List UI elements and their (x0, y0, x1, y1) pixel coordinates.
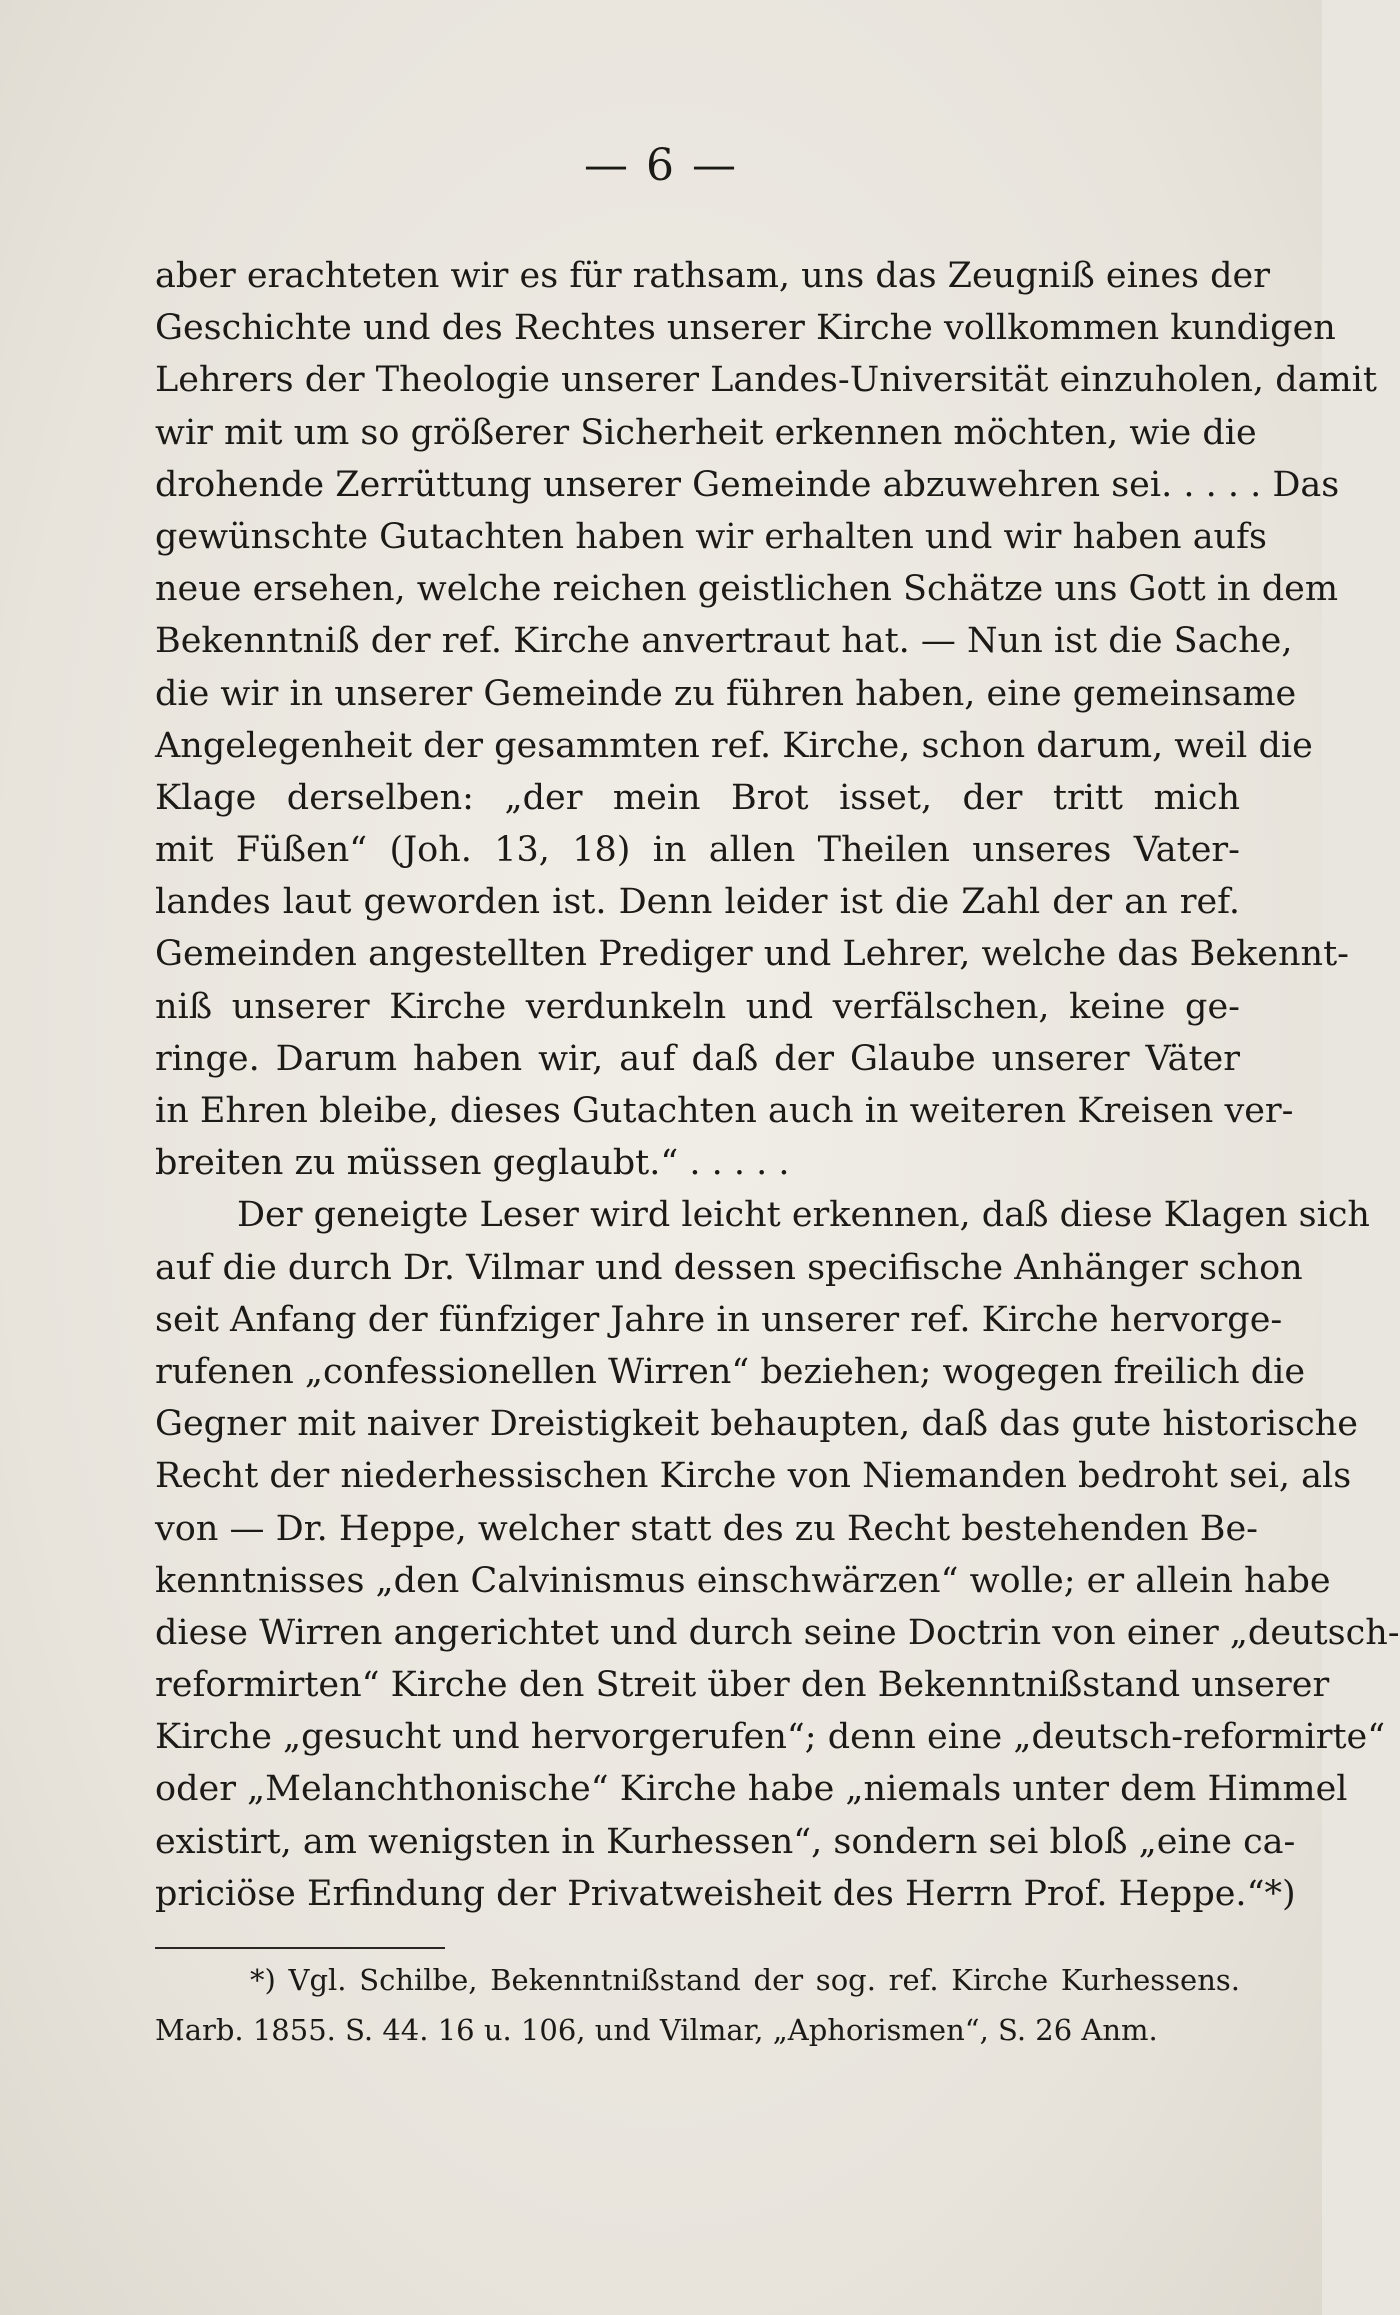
text-line: breiten zu müssen geglaubt.“ . . . . . (155, 1143, 790, 1184)
text-line: Lehrers der Theologie unserer Landes-Universität einzuholen, damit (155, 360, 1377, 401)
text-line: reformirten“ Kirche den Streit über den Bekenntnißstand unserer (155, 1665, 1330, 1706)
text-line: seit Anfang der fünfziger Jahre in unserer ref. Kirche hervorge- (155, 1299, 1283, 1340)
text-line: wir mit um so größerer Sicherheit erkennen möchten, wie die (155, 412, 1257, 453)
text-line: in Ehren bleibe, dieses Gutachten auch in weiteren Kreisen ver- (155, 1091, 1294, 1131)
text-line: Kirche „gesucht und hervorgerufen“; denn eine „deutsch-reformirte“ (155, 1717, 1386, 1758)
text-line: Angelegenheit der gesammten ref. Kirche, schon darum, weil die (155, 725, 1313, 766)
footnote-line: *) Vgl. Schilbe, Bekenntnißstand der sog. ref. Kirche Kurhessens. (250, 1963, 1240, 1997)
text-line: aber erachteten wir es für rathsam, uns das Zeugniß eines der (155, 256, 1270, 296)
text-line: niß unserer Kirche verdunkeln und verfälschen, keine ge- (155, 986, 1240, 1027)
text-line: Gemeinden angestellten Prediger und Lehrer, welche das Bekennt- (155, 934, 1349, 975)
text-line: neue ersehen, welche reichen geistlichen Schätze uns Gott in dem (155, 569, 1339, 610)
footnote (155, 1955, 1240, 2055)
text-line: gewünschte Gutachten haben wir erhalten und wir haben aufs (155, 516, 1268, 557)
text-line: die wir in unserer Gemeinde zu führen haben, eine gemeinsame (155, 673, 1297, 714)
text-line: landes laut geworden ist. Denn leider ist die Zahl der an ref. (155, 882, 1240, 923)
body-text (155, 250, 1400, 1920)
text-line: Bekenntniß der ref. Kirche anvertraut hat. — Nun ist die Sache, (155, 621, 1293, 662)
text-line: existirt, am wenigsten in Kurhessen“, sondern sei bloß „eine ca- (155, 1821, 1296, 1862)
text-line: Klage derselben: „der mein Brot isset, der tritt mich (155, 777, 1240, 818)
text-line: auf die durch Dr. Vilmar und dessen specifische Anhänger schon (155, 1247, 1303, 1288)
text-line: ringe. Darum haben wir, auf daß der Glaube unserer Väter (155, 1038, 1240, 1079)
page-number: — 6 — (584, 140, 738, 191)
text-line: Gegner mit naiver Dreistigkeit behaupten, daß das gute historische (155, 1404, 1358, 1445)
footnote-divider (155, 1947, 445, 1949)
text-line: mit Füßen“ (Joh. 13, 18) in allen Theilen unseres Vater- (155, 830, 1240, 871)
text-line: priciöse Erfindung der Privatweisheit des Herrn Prof. Heppe.“*) (155, 1873, 1296, 1914)
text-line: oder „Melanchthonische“ Kirche habe „niemals unter dem Himmel (155, 1769, 1348, 1810)
text-line: kenntnisses „den Calvinismus einschwärzen“ wolle; er allein habe (155, 1560, 1331, 1601)
text-line: rufenen „confessionellen Wirren“ beziehen; wogegen freilich die (155, 1351, 1306, 1392)
text-line: diese Wirren angerichtet und durch seine Doctrin von einer „deutsch- (155, 1612, 1400, 1653)
footnote-line: Marb. 1855. S. 44. 16 u. 106, und Vilmar, „Aphorismen“, S. 26 Anm. (155, 2013, 1158, 2047)
text-line: Recht der niederhessischen Kirche von Niemanden bedroht sei, als (155, 1456, 1352, 1497)
text-line: drohende Zerrüttung unserer Gemeinde abzuwehren sei. . . . . Das (155, 464, 1340, 505)
text-line: Der geneigte Leser wird leicht erkennen, daß diese Klagen sich (237, 1195, 1370, 1236)
text-line: Geschichte und des Rechtes unserer Kirche vollkommen kundigen (155, 308, 1336, 349)
text-line: von — Dr. Heppe, welcher statt des zu Recht bestehenden Be- (155, 1508, 1258, 1549)
